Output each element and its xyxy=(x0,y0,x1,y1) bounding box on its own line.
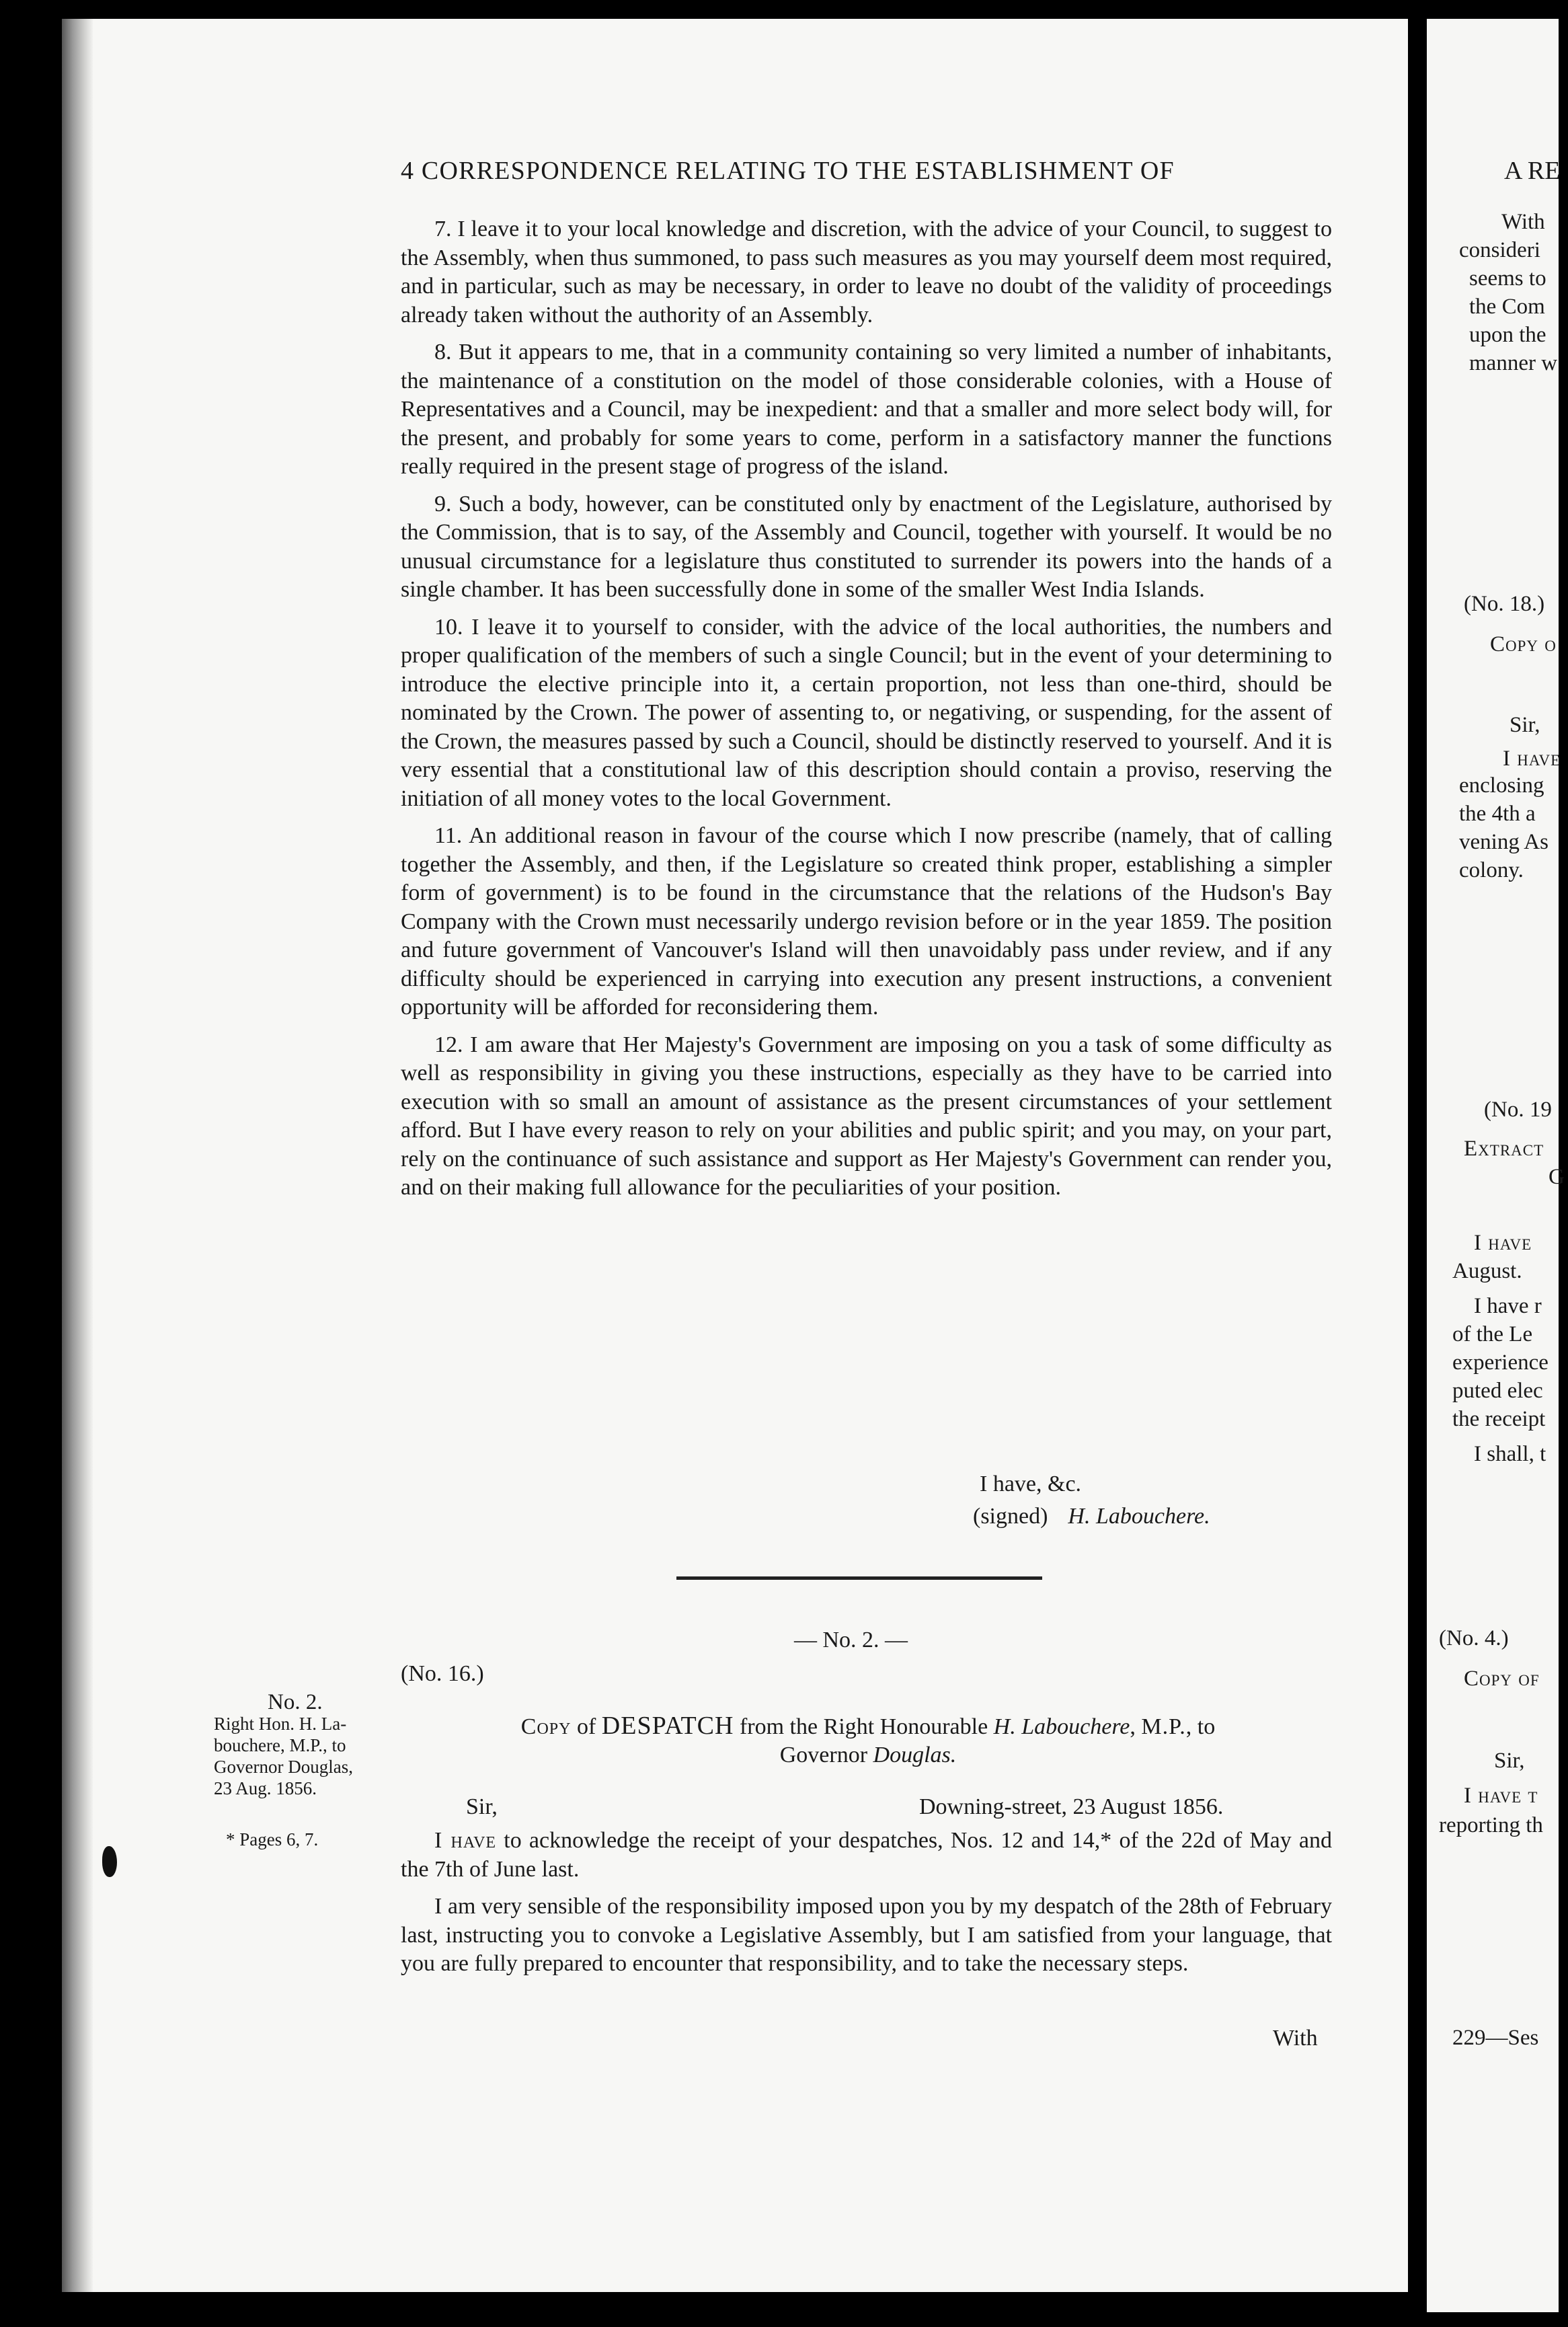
right-fragment: I have xyxy=(1474,1231,1532,1255)
dateline: Downing-street, 23 August 1856. xyxy=(919,1794,1224,1819)
right-fragment: colony. xyxy=(1459,858,1524,882)
right-fragment: I shall, t xyxy=(1474,1442,1546,1466)
heading-sender: H. Labouchere xyxy=(993,1714,1130,1739)
letter-paragraph-2: I am very sensible of the responsibility imposed upon you by my despatch of the 28th of February last, instructing you to convoke a Legislative Assembly, but I am satisfied from your language, that you are fully prepared to encounter that responsibility, and to take the necessary steps. xyxy=(401,1894,1332,1976)
signatory-name: H. Labouchere. xyxy=(1068,1504,1210,1529)
right-fragment: G xyxy=(1549,1165,1565,1189)
paragraph-9: 9. Such a body, however, can be constituted only by enactment of the Legislature, authorised by the Commission, that is to say, of the Assembly and Council, together with yourself. It would be no unusual circumstance for a legislature thus constituted to surrender its powers into the hands of a single chamber. It has been successfully done in some of the smaller West India Islands. xyxy=(401,491,1332,602)
right-fragment: Sir, xyxy=(1510,713,1540,737)
margin-note-line: bouchere, M.P., to xyxy=(214,1735,346,1755)
letter-lead-words: I have xyxy=(434,1828,497,1853)
right-fragment: I have r xyxy=(1474,1294,1542,1318)
document-number: — No. 2. — xyxy=(794,1628,908,1652)
right-fragment: Sir, xyxy=(1494,1749,1525,1773)
despatch-body-part-2 xyxy=(401,1827,1332,1987)
signed-label: (signed) xyxy=(973,1504,1048,1529)
right-fragment: I have xyxy=(1503,747,1561,771)
right-fragment: vening As xyxy=(1459,830,1549,854)
right-fragment: the Com xyxy=(1469,295,1545,319)
right-fragment: seems to xyxy=(1469,266,1546,291)
right-fragment: (No. 19 xyxy=(1484,1098,1552,1122)
signature-line xyxy=(973,1504,1210,1529)
right-fragment: Copy o xyxy=(1490,632,1557,656)
right-fragment: manner w xyxy=(1469,351,1558,375)
right-fragment: A RE xyxy=(1504,157,1561,185)
right-fragment: I have t xyxy=(1464,1784,1538,1808)
right-fragment: upon the xyxy=(1469,323,1546,347)
heading-recipient: Douglas. xyxy=(873,1743,957,1767)
right-fragment: (No. 4.) xyxy=(1439,1626,1509,1650)
right-fragment: 229—Ses xyxy=(1452,2026,1539,2050)
margin-note xyxy=(214,1691,395,1799)
heading-mp: M.P. xyxy=(1141,1714,1186,1739)
right-fragment: Extract xyxy=(1464,1137,1544,1161)
right-fragment: enclosing xyxy=(1459,773,1544,798)
margin-note-line: Right Hon. H. La- xyxy=(214,1714,347,1734)
right-fragment: consideri xyxy=(1459,238,1540,262)
paragraph-11: 11. An additional reason in favour of the course which I now prescribe (namely, that of calling together the Assembly, and then, if the Legislature so created think proper, establishing a simpler form of government) is to be found in the circumstance that the relations of the Hudson's Bay Company with the Crown must necessarily undergo revision before or in the year 1859. The position and future government of Vancouver's Island will then unavoidably pass under review, and if any difficulty should be experienced in carrying into execution any present instructions, a convenient opportunity will be afforded for reconsidering them. xyxy=(401,823,1332,1020)
page-spine-shadow xyxy=(62,19,93,2292)
paragraph-8: 8. But it appears to me, that in a community containing so very limited a number of inhabitants, the maintenance of a constitution on the model of those considerable colonies, with a House of Representatives and a Council, may be inexpedient: and that a smaller and more select body will, for the present, and probably for some years to come, perform in a satisfactory manner the functions really required in the present stage of progress of the island. xyxy=(401,340,1332,479)
paragraph-10: 10. I leave it to yourself to consider, with the advice of the local authorities, the numbers and proper qualification of the members of such a single Council; but in the event of your determining to introduce the elective principle into it, a certain proportion, not less than one-third, should be nominated by the Crown. The power of assenting to, or negativing, or suspending, for the assent of the Crown, the measures passed by such a Council, should be distinctly reserved to yourself. And it is very essential that a constitutional law of this description should contain a proviso, reserving the initiation of all money votes to the local Government. xyxy=(401,614,1332,811)
ink-blot xyxy=(102,1846,117,1877)
right-fragment: August. xyxy=(1452,1259,1522,1283)
salutation: Sir, xyxy=(466,1794,498,1819)
right-fragment: the receipt xyxy=(1452,1407,1546,1431)
letter-paragraph-1 xyxy=(401,1827,1332,1884)
heading-to: , to xyxy=(1185,1714,1216,1739)
paragraph-12: 12. I am aware that Her Majesty's Government are imposing on you a task of some difficulty as well as responsibility in giving you these instructions, especially as they have to be carried into execution with so small an amount of assistance as the present circumstances of your settlement afford. But I have every reason to rely on your abilities and public spirit; and you may, on your part, rely on the continuance of such assistance and support as Her Majesty's Government can render you, and on their making full allowance for the peculiarities of your position. xyxy=(401,1032,1332,1200)
running-head: 4 CORRESPONDENCE RELATING TO THE ESTABLISHMENT OF xyxy=(401,157,1175,185)
despatch-body-part-1 xyxy=(401,215,1332,1211)
despatch-heading: Copy of DESPATCH from the Right Honourable H. Labouchere, M.P., to Governor Douglas. xyxy=(520,1712,1216,1767)
paragraph-7: 7. I leave it to your local knowledge and discretion, with the advice of your Council, to suggest to the Assembly, when thus summoned, to pass such measures as you may yourself deem most required, and in particular, such as may be necessary, in order to leave no doubt of the validity of proceedings already taken without the authority of an Assembly. xyxy=(401,217,1332,328)
section-divider xyxy=(676,1576,1042,1580)
heading-copy: Copy xyxy=(520,1714,572,1739)
letter-paragraph-1-text: to acknowledge the receipt of your despatches, Nos. 12 and 14,* of the 22d of May and the 7th of June last. xyxy=(401,1828,1332,1882)
heading-despatch: DESPATCH xyxy=(601,1712,734,1740)
file-number: (No. 16.) xyxy=(401,1661,484,1686)
right-fragment: experience xyxy=(1452,1350,1549,1375)
heading-of: of xyxy=(576,1714,596,1739)
margin-note-line: 23 Aug. 1856. xyxy=(214,1778,317,1798)
right-fragment: (No. 18.) xyxy=(1464,592,1545,616)
right-fragment: the 4th a xyxy=(1459,802,1536,826)
right-fragment: reporting th xyxy=(1439,1813,1543,1837)
catchword: With xyxy=(1273,2026,1318,2051)
margin-note-line: Governor Douglas, xyxy=(214,1757,353,1777)
margin-footnote: * Pages 6, 7. xyxy=(226,1829,319,1849)
closing-line: I have, &c. xyxy=(980,1472,1082,1496)
right-fragment: With xyxy=(1501,210,1545,234)
right-fragment: Copy of xyxy=(1464,1667,1540,1691)
right-fragment: puted elec xyxy=(1452,1379,1543,1403)
right-fragment: of the Le xyxy=(1452,1322,1533,1346)
heading-from: from the Right Honourable xyxy=(739,1714,988,1739)
margin-note-title: No. 2. xyxy=(268,1690,323,1714)
heading-recipient-pre: Governor xyxy=(779,1743,868,1767)
